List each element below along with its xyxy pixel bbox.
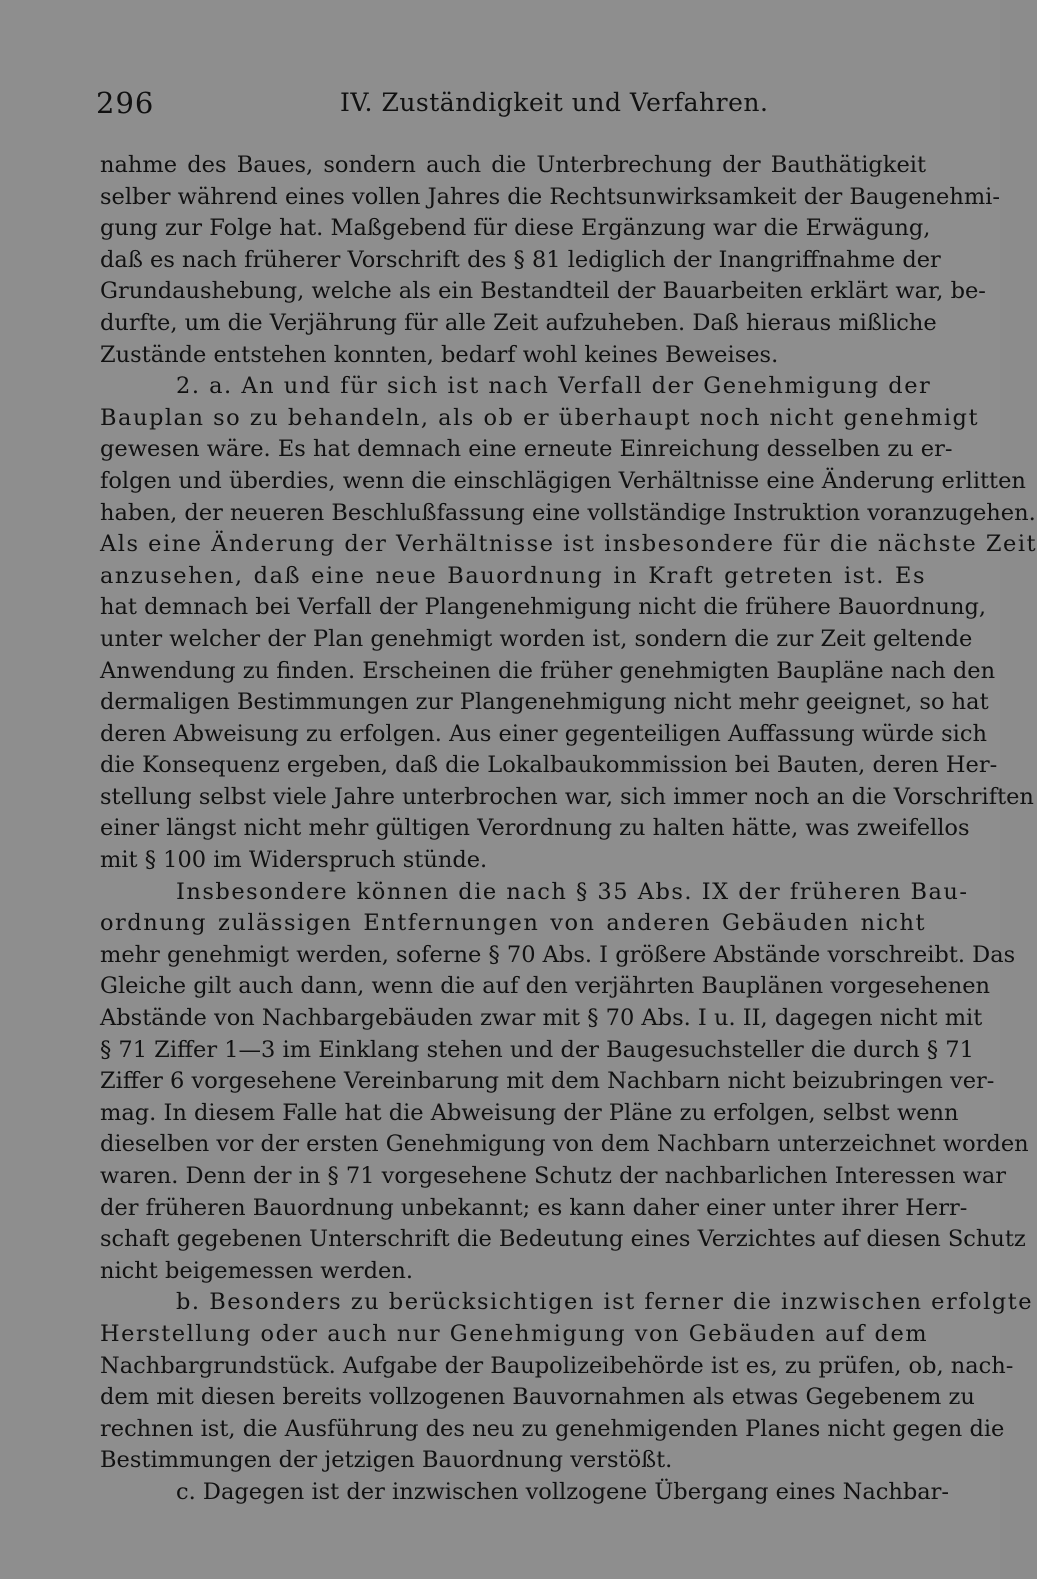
text-line: deren Abweisung zu erfolgen. Aus einer gegenteiligen Auffassung würde sich bbox=[100, 720, 987, 747]
text-line: anzusehen, daß eine neue Bauordnung in Kraft getreten ist. Es bbox=[100, 562, 926, 589]
text-line: Anwendung zu finden. Erscheinen die früher genehmigten Baupläne nach den bbox=[100, 657, 996, 684]
text-line: ordnung zulässigen Entfernungen von anderen Gebäuden nicht bbox=[100, 910, 926, 937]
text-line: Bestimmungen der jetzigen Bauordnung verstößt. bbox=[100, 1447, 673, 1474]
text-line: nicht beigemessen werden. bbox=[100, 1257, 414, 1284]
text-line: waren. Denn der in § 71 vorgesehene Schutz der nachbarlichen Interessen war bbox=[100, 1163, 1007, 1189]
text-line: durfte, um die Verjährung für alle Zeit aufzuheben. Daß hieraus mißliche bbox=[100, 309, 937, 336]
text-line: selber während eines vollen Jahres die Rechtsunwirksamkeit der Baugenehmi- bbox=[100, 183, 1000, 210]
text-line: Nachbargrundstück. Aufgabe der Baupolizeibehörde ist es, zu prüfen, ob, nach- bbox=[100, 1352, 1014, 1379]
text-line: nahme des Baues, sondern auch die Unterbrechung der Bauthätigkeit bbox=[100, 152, 926, 178]
text-line: 2. a. An und für sich ist nach Verfall der Genehmigung der bbox=[176, 373, 932, 400]
text-line: Als eine Änderung der Verhältnisse ist insbesondere für die nächste Zeit bbox=[100, 531, 1037, 558]
text-line: dieselben vor der ersten Genehmigung von dem Nachbarn unterzeichnet worden bbox=[100, 1131, 1029, 1158]
page-header bbox=[96, 86, 926, 120]
text-line: unter welcher der Plan genehmigt worden ist, sondern die zur Zeit geltende bbox=[100, 625, 973, 652]
page-number: 296 bbox=[96, 86, 155, 120]
text-line: Grundaushebung, welche als ein Bestandteil der Bauarbeiten erklärt war, be- bbox=[100, 278, 986, 305]
text-line: b. Besonders zu berücksichtigen ist ferner die inzwischen erfolgte bbox=[176, 1289, 1034, 1316]
text-line: einer längst nicht mehr gültigen Verordnung zu halten hätte, was zweifellos bbox=[100, 815, 970, 842]
text-line: folgen und überdies, wenn die einschlägigen Verhältnisse eine Änderung erlitten bbox=[100, 467, 1026, 494]
text-line: hat demnach bei Verfall der Plangenehmigung nicht die frühere Bauordnung, bbox=[100, 594, 987, 621]
text-line: rechnen ist, die Ausführung des neu zu genehmigenden Planes nicht gegen die bbox=[100, 1415, 1005, 1442]
text-line: mehr genehmigt werden, soferne § 70 Abs. I größere Abstände vorschreibt. Das bbox=[100, 941, 1016, 968]
text-line: Gleiche gilt auch dann, wenn die auf den verjährten Bauplänen vorgesehenen bbox=[100, 973, 991, 1000]
text-line: stellung selbst viele Jahre unterbrochen war, sich immer noch an die Vorschriften bbox=[100, 783, 1034, 810]
text-line: schaft gegebenen Unterschrift die Bedeutung eines Verzichtes auf diesen Schutz bbox=[100, 1226, 1026, 1253]
text-line: Abstände von Nachbargebäuden zwar mit § 70 Abs. I u. II, dagegen nicht mit bbox=[100, 1005, 983, 1032]
text-line: die Konsequenz ergeben, daß die Lokalbaukommission bei Bauten, deren Her- bbox=[100, 752, 998, 779]
text-line: der früheren Bauordnung unbekannt; es kann daher einer unter ihrer Herr- bbox=[100, 1194, 968, 1221]
text-line: dem mit diesen bereits vollzogenen Bauvornahmen als etwas Gegebenem zu bbox=[100, 1384, 975, 1411]
text-line: Insbesondere können die nach § 35 Abs. IX der früheren Bau- bbox=[176, 878, 969, 905]
text-line: Bauplan so zu behandeln, als ob er überhaupt noch nicht genehmigt bbox=[100, 404, 980, 431]
text-line: Ziffer 6 vorgesehene Vereinbarung mit dem Nachbarn nicht beizubringen ver- bbox=[100, 1068, 995, 1095]
running-head: IV. Zuständigkeit und Verfahren. bbox=[340, 88, 769, 117]
text-line: Herstellung oder auch nur Genehmigung von Gebäuden auf dem bbox=[100, 1320, 929, 1347]
text-line: § 71 Ziffer 1—3 im Einklang stehen und der Baugesuchsteller die durch § 71 bbox=[100, 1036, 974, 1063]
text-line: gewesen wäre. Es hat demnach eine erneute Einreichung desselben zu er- bbox=[100, 436, 953, 463]
text-line: mit § 100 im Widerspruch stünde. bbox=[100, 847, 488, 874]
text-line: haben, der neueren Beschlußfassung eine vollständige Instruktion voranzugehen. bbox=[100, 499, 1036, 526]
text-line: mag. In diesem Falle hat die Abweisung der Pläne zu erfolgen, selbst wenn bbox=[100, 1099, 959, 1126]
body-text bbox=[100, 150, 1037, 1509]
text-line: gung zur Folge hat. Maßgebend für diese Ergänzung war die Erwägung, bbox=[100, 215, 931, 242]
text-line: Zustände entstehen konnten, bedarf wohl keines Beweises. bbox=[100, 341, 779, 368]
text-line: dermaligen Bestimmungen zur Plangenehmigung nicht mehr geeignet, so hat bbox=[100, 689, 989, 716]
text-line: daß es nach früherer Vorschrift des § 81 lediglich der Inangriffnahme der bbox=[100, 246, 941, 273]
text-line: c. Dagegen ist der inzwischen vollzogene Übergang eines Nachbar- bbox=[176, 1478, 950, 1505]
